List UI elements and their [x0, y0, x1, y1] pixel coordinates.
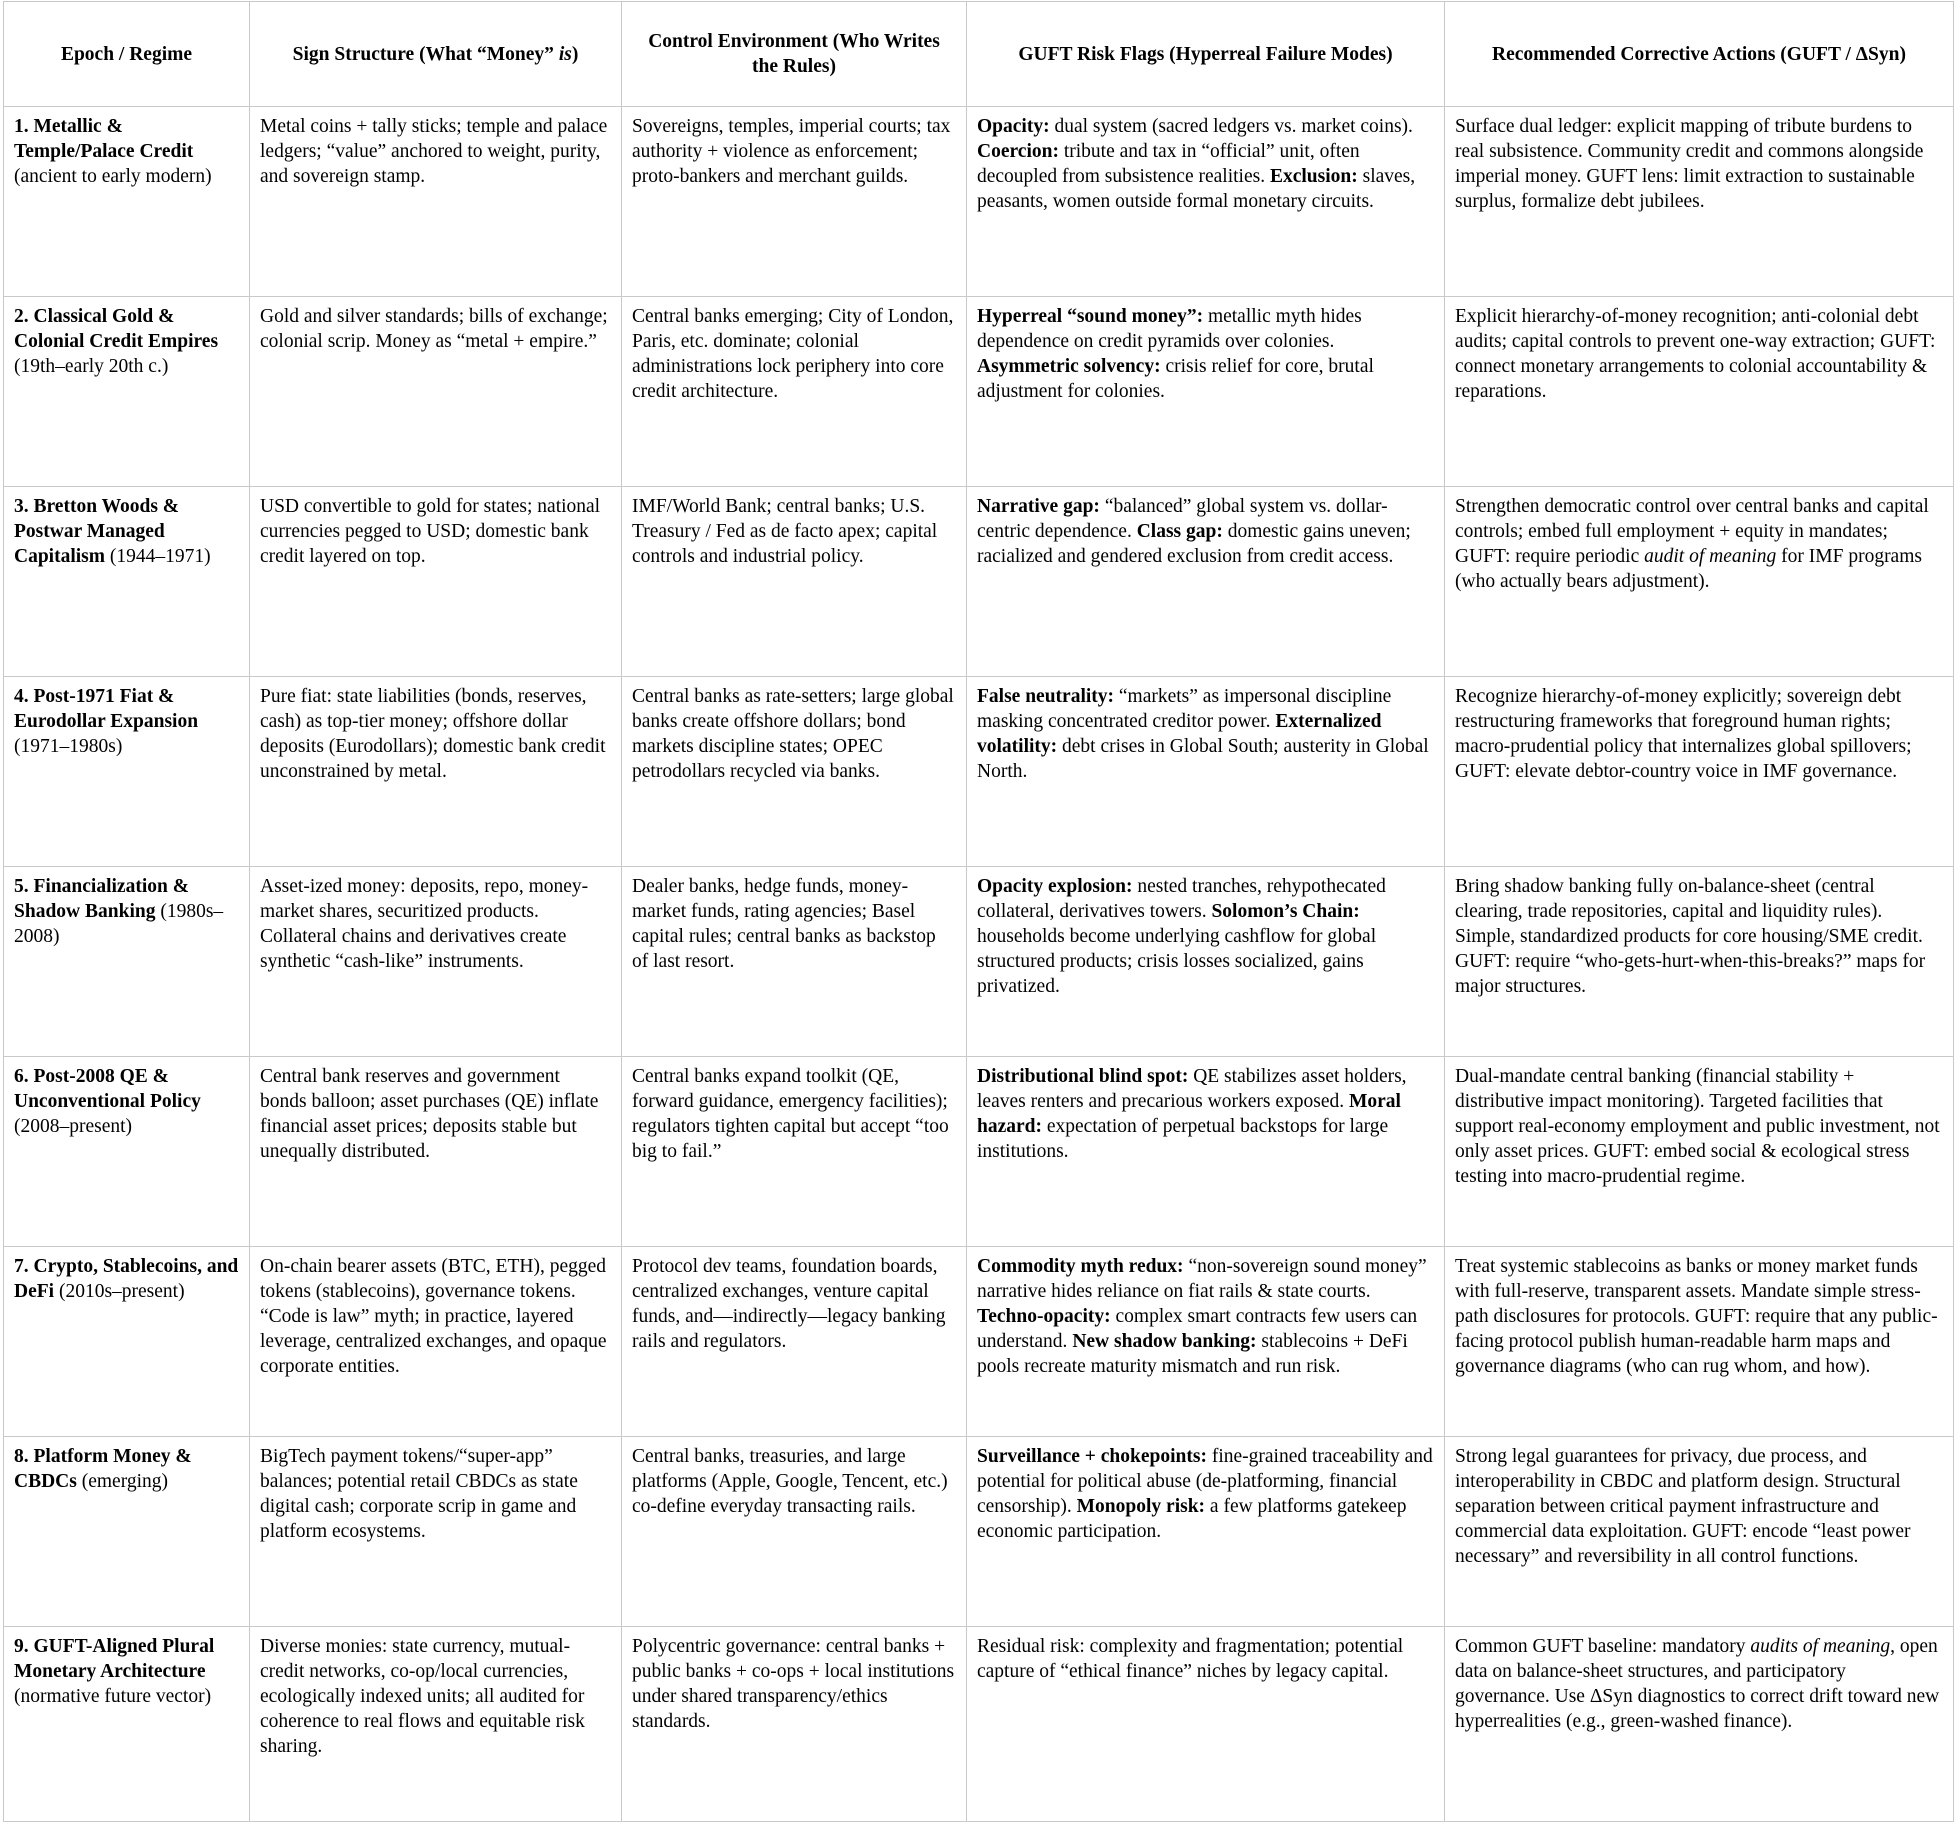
control-cell: Dealer banks, hedge funds, money-market funds, rating agencies; Basel capital rules; central banks as backstop of last resort.: [622, 867, 967, 1057]
sign-cell: USD convertible to gold for states; national currencies pegged to USD; domestic bank credit layered on top.: [250, 487, 622, 677]
table-row: [4, 1247, 1954, 1437]
risk-cell: Narrative gap: “balanced” global system vs. dollar-centric dependence. Class gap: domestic gains uneven; racialized and gendered exclusion from credit access.: [967, 487, 1445, 677]
control-cell: Central banks emerging; City of London, Paris, etc. dominate; colonial administrations lock periphery into core credit architecture.: [622, 297, 967, 487]
table-row: [4, 297, 1954, 487]
actions-cell: Bring shadow banking fully on-balance-sheet (central clearing, trade repositories, capital and liquidity rules). Simple, standardized products for core housing/SME credit. GUFT: require “who-gets-hurt-when-this-breaks?” maps for major structures.: [1445, 867, 1954, 1057]
epoch-cell: 1. Metallic & Temple/Palace Credit (ancient to early modern): [4, 107, 250, 297]
header-corrective-actions: Recommended Corrective Actions (GUFT / ΔSyn): [1445, 2, 1954, 107]
risk-cell: False neutrality: “markets” as impersonal discipline masking concentrated creditor power. Externalized volatility: debt crises in Global South; austerity in Global North.: [967, 677, 1445, 867]
epoch-cell: 2. Classical Gold & Colonial Credit Empires (19th–early 20th c.): [4, 297, 250, 487]
sign-cell: Asset-ized money: deposits, repo, money-market shares, securitized products. Collateral chains and derivatives create synthetic “cash-like” instruments.: [250, 867, 622, 1057]
actions-cell: Dual-mandate central banking (financial stability + distributive impact monitoring). Targeted facilities that support real-economy employment and public investment, not only asset prices. GUFT: embed social & ecological stress testing into macro-prudential regime.: [1445, 1057, 1954, 1247]
sign-cell: On-chain bearer assets (BTC, ETH), pegged tokens (stablecoins), governance tokens. “Code is law” myth; in practice, layered leverage, centralized exchanges, and opaque corporate entities.: [250, 1247, 622, 1437]
sign-cell: Central bank reserves and government bonds balloon; asset purchases (QE) inflate financial asset prices; deposits stable but unequally distributed.: [250, 1057, 622, 1247]
header-control-environment: Control Environment (Who Writes the Rules): [622, 2, 967, 107]
header-risk-flags: GUFT Risk Flags (Hyperreal Failure Modes): [967, 2, 1445, 107]
control-cell: Sovereigns, temples, imperial courts; tax authority + violence as enforcement; proto-bankers and merchant guilds.: [622, 107, 967, 297]
risk-cell: Opacity explosion: nested tranches, rehypothecated collateral, derivatives towers. Solomon’s Chain: households become underlying cashflow for global structured products; crisis losses socialized, gains privatized.: [967, 867, 1445, 1057]
header-row: [4, 2, 1954, 107]
epoch-cell: 4. Post-1971 Fiat & Eurodollar Expansion (1971–1980s): [4, 677, 250, 867]
table-row: [4, 867, 1954, 1057]
table-row: [4, 107, 1954, 297]
sign-cell: Metal coins + tally sticks; temple and palace ledgers; “value” anchored to weight, purity, and sovereign stamp.: [250, 107, 622, 297]
table-row: [4, 1627, 1954, 1822]
sign-cell: Gold and silver standards; bills of exchange; colonial scrip. Money as “metal + empire.”: [250, 297, 622, 487]
risk-cell: Hyperreal “sound money”: metallic myth hides dependence on credit pyramids over colonies. Asymmetric solvency: crisis relief for core, brutal adjustment for colonies.: [967, 297, 1445, 487]
actions-cell: Treat systemic stablecoins as banks or money market funds with full-reserve, transparent assets. Mandate simple stress-path disclosures for protocols. GUFT: require that any public-facing protocol publish human-readable harm maps and governance diagrams (who can rug whom, and how).: [1445, 1247, 1954, 1437]
sign-cell: Pure fiat: state liabilities (bonds, reserves, cash) as top-tier money; offshore dollar deposits (Eurodollars); domestic bank credit unconstrained by metal.: [250, 677, 622, 867]
control-cell: Protocol dev teams, foundation boards, centralized exchanges, venture capital funds, and—indirectly—legacy banking rails and regulators.: [622, 1247, 967, 1437]
risk-cell: Commodity myth redux: “non-sovereign sound money” narrative hides reliance on fiat rails & state courts. Techno-opacity: complex smart contracts few users can understand. New shadow banking: stablecoins + DeFi pools recreate maturity mismatch and run risk.: [967, 1247, 1445, 1437]
actions-cell: Recognize hierarchy-of-money explicitly; sovereign debt restructuring frameworks that foreground human rights; macro-prudential policy that internalizes global spillovers; GUFT: elevate debtor-country voice in IMF governance.: [1445, 677, 1954, 867]
epoch-cell: 5. Financialization & Shadow Banking (1980s–2008): [4, 867, 250, 1057]
epoch-cell: 3. Bretton Woods & Postwar Managed Capitalism (1944–1971): [4, 487, 250, 677]
risk-cell: Residual risk: complexity and fragmentation; potential capture of “ethical finance” niches by legacy capital.: [967, 1627, 1445, 1822]
sign-cell: BigTech payment tokens/“super-app” balances; potential retail CBDCs as state digital cash; corporate scrip in game and platform ecosystems.: [250, 1437, 622, 1627]
epoch-cell: 8. Platform Money & CBDCs (emerging): [4, 1437, 250, 1627]
actions-cell: Strong legal guarantees for privacy, due process, and interoperability in CBDC and platform design. Structural separation between critical payment infrastructure and commercial data exploitation. GUFT: encode “least power necessary” and reversibility in all control functions.: [1445, 1437, 1954, 1627]
actions-cell: Explicit hierarchy-of-money recognition; anti-colonial debt audits; capital controls to prevent one-way extraction; GUFT: connect monetary arrangements to colonial accountability & reparations.: [1445, 297, 1954, 487]
epoch-cell: 7. Crypto, Stablecoins, and DeFi (2010s–present): [4, 1247, 250, 1437]
actions-cell: Strengthen democratic control over central banks and capital controls; embed full employment + equity in mandates; GUFT: require periodic audit of meaning for IMF programs (who actually bears adjustment).: [1445, 487, 1954, 677]
regime-table: [3, 1, 1954, 1822]
control-cell: Central banks as rate-setters; large global banks create offshore dollars; bond markets discipline states; OPEC petrodollars recycled via banks.: [622, 677, 967, 867]
risk-cell: Opacity: dual system (sacred ledgers vs. market coins). Coercion: tribute and tax in “official” unit, often decoupled from subsistence realities. Exclusion: slaves, peasants, women outside formal monetary circuits.: [967, 107, 1445, 297]
header-epoch: Epoch / Regime: [4, 2, 250, 107]
risk-cell: Surveillance + chokepoints: fine-grained traceability and potential for political abuse (de-platforming, financial censorship). Monopoly risk: a few platforms gatekeep economic participation.: [967, 1437, 1445, 1627]
table-row: [4, 1057, 1954, 1247]
risk-cell: Distributional blind spot: QE stabilizes asset holders, leaves renters and precarious workers exposed. Moral hazard: expectation of perpetual backstops for large institutions.: [967, 1057, 1445, 1247]
table-row: [4, 677, 1954, 867]
table-row: [4, 487, 1954, 677]
control-cell: IMF/World Bank; central banks; U.S. Treasury / Fed as de facto apex; capital controls and industrial policy.: [622, 487, 967, 677]
epoch-cell: 9. GUFT-Aligned Plural Monetary Architecture (normative future vector): [4, 1627, 250, 1822]
header-sign-structure: Sign Structure (What “Money” is): [250, 2, 622, 107]
control-cell: Polycentric governance: central banks + public banks + co-ops + local institutions under shared transparency/ethics standards.: [622, 1627, 967, 1822]
control-cell: Central banks, treasuries, and large platforms (Apple, Google, Tencent, etc.) co-define everyday transacting rails.: [622, 1437, 967, 1627]
sign-cell: Diverse monies: state currency, mutual-credit networks, co-op/local currencies, ecologically indexed units; all audited for coherence to real flows and equitable risk sharing.: [250, 1627, 622, 1822]
table-row: [4, 1437, 1954, 1627]
actions-cell: Common GUFT baseline: mandatory audits of meaning, open data on balance-sheet structures, and participatory governance. Use ΔSyn diagnostics to correct drift toward new hyperrealities (e.g., green-washed finance).: [1445, 1627, 1954, 1822]
control-cell: Central banks expand toolkit (QE, forward guidance, emergency facilities); regulators tighten capital but accept “too big to fail.”: [622, 1057, 967, 1247]
epoch-cell: 6. Post-2008 QE & Unconventional Policy (2008–present): [4, 1057, 250, 1247]
actions-cell: Surface dual ledger: explicit mapping of tribute burdens to real subsistence. Community credit and commons alongside imperial money. GUFT lens: limit extraction to sustainable surplus, formalize debt jubilees.: [1445, 107, 1954, 297]
